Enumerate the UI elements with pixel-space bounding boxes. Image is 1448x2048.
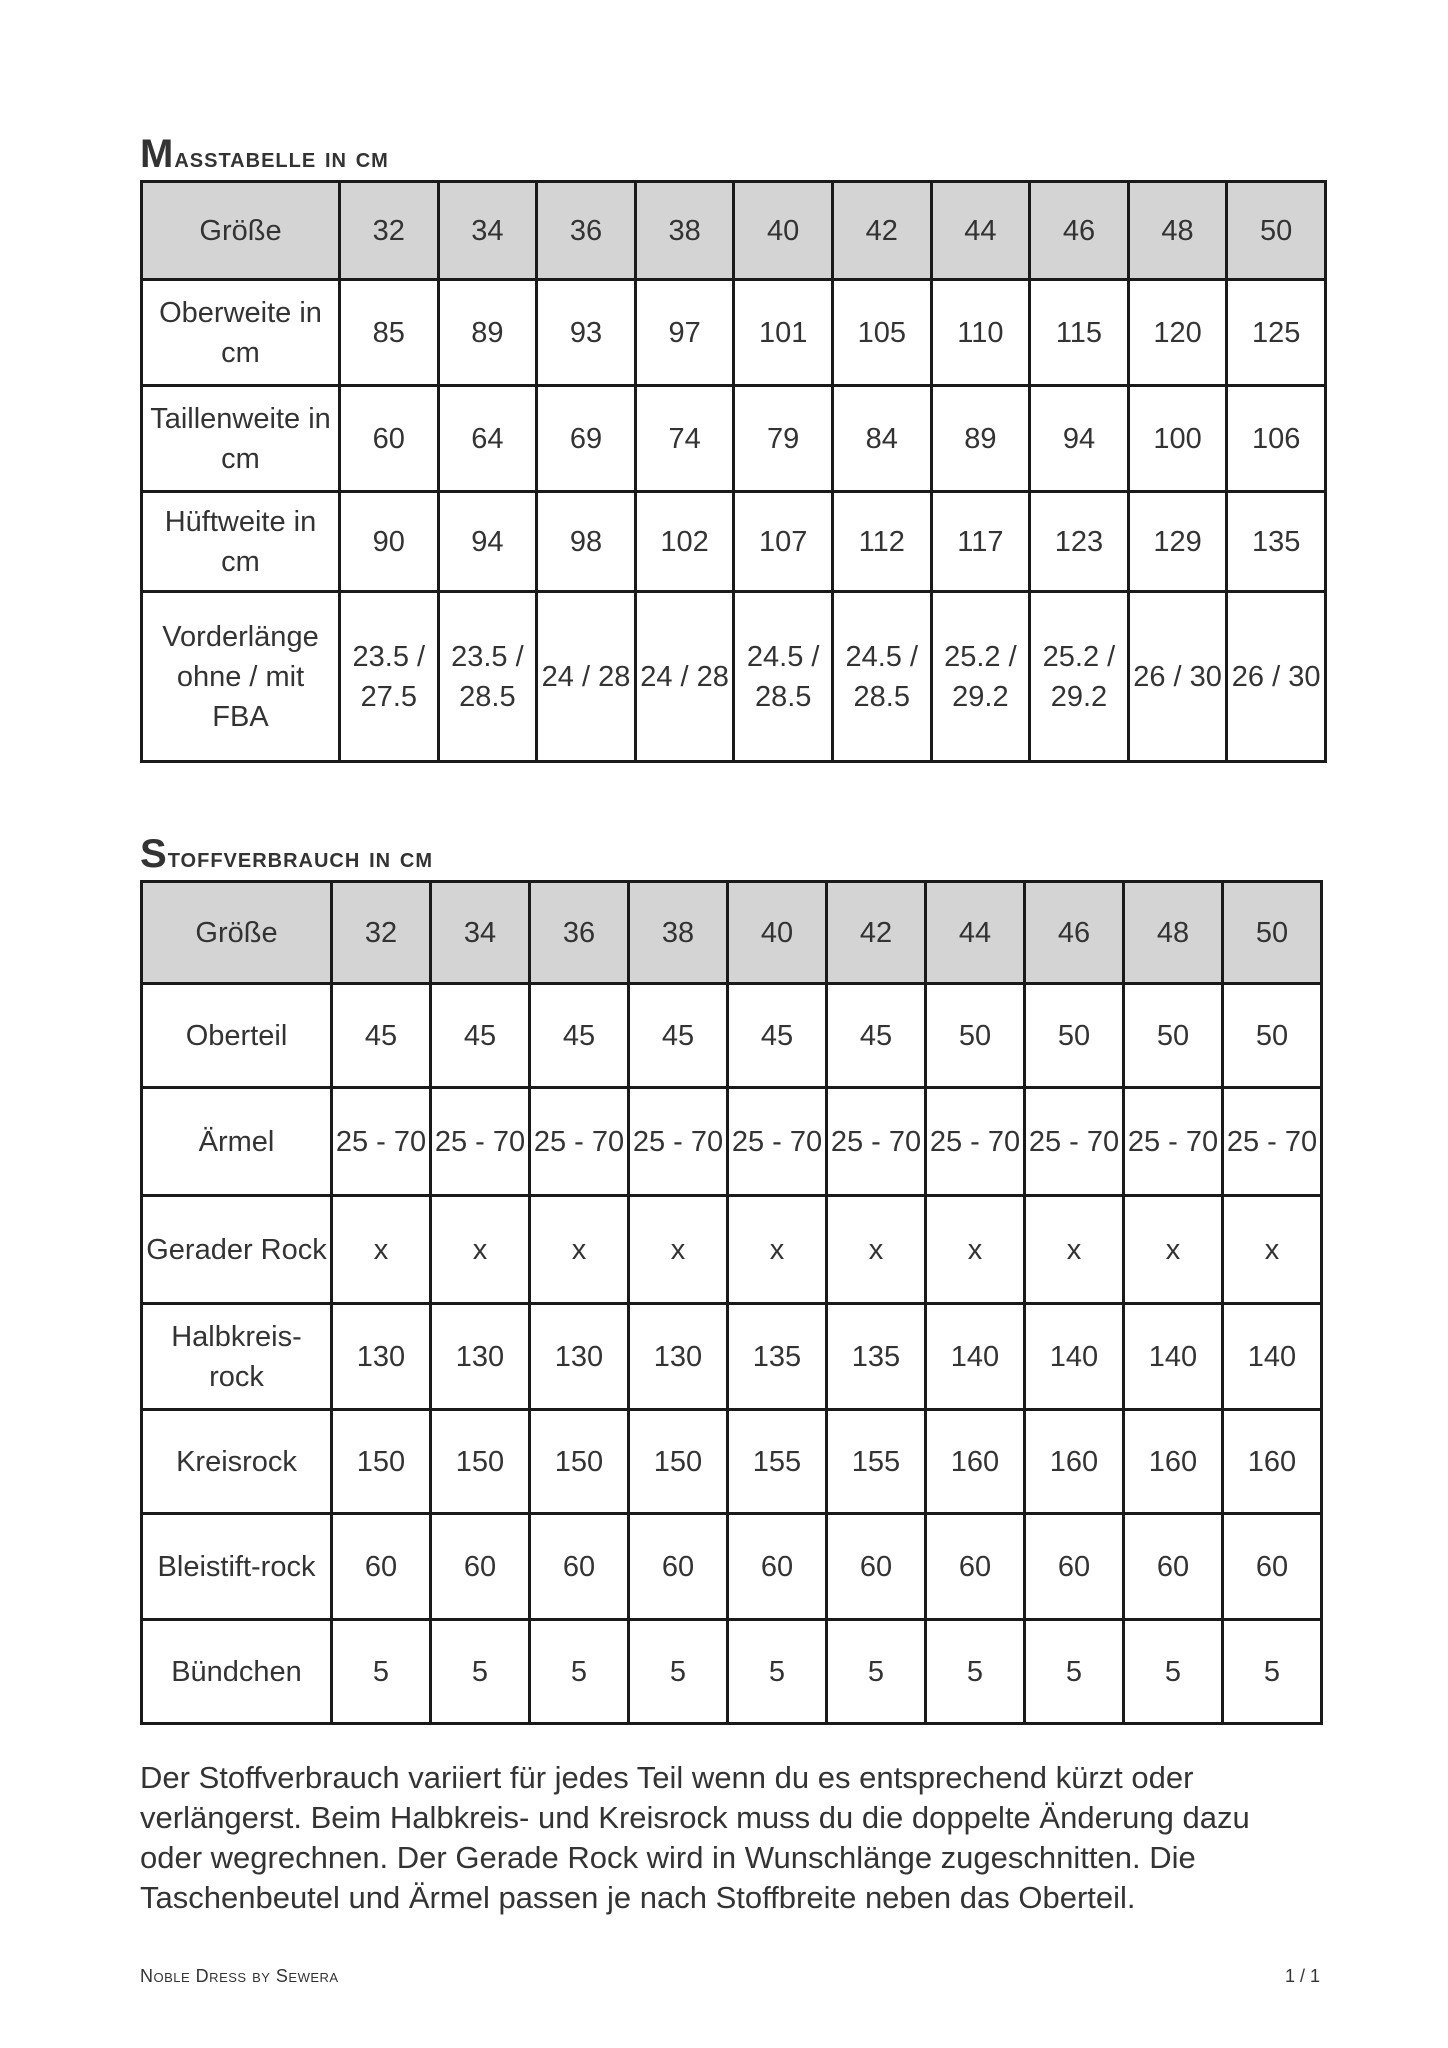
table-cell: 60 — [827, 1514, 926, 1620]
size-header-cell: 48 — [1124, 882, 1223, 984]
table-cell: 45 — [728, 984, 827, 1088]
size-header-cell: 34 — [438, 182, 537, 280]
table-cell: 25 - 70 — [1124, 1088, 1223, 1196]
table-cell: 26 / 30 — [1128, 592, 1227, 762]
table-cell: x — [1025, 1196, 1124, 1304]
table-cell: 69 — [537, 386, 636, 492]
table-cell: 25 - 70 — [431, 1088, 530, 1196]
table-cell: 45 — [629, 984, 728, 1088]
table-cell: 60 — [431, 1514, 530, 1620]
table-cell: 89 — [931, 386, 1030, 492]
size-header-cell: 42 — [832, 182, 931, 280]
row-label-cell: Oberweite in cm — [142, 280, 340, 386]
table-cell: 45 — [431, 984, 530, 1088]
table-cell: 93 — [537, 280, 636, 386]
table-cell: 60 — [926, 1514, 1025, 1620]
size-header-cell: 50 — [1223, 882, 1322, 984]
table-cell: 160 — [1223, 1410, 1322, 1514]
row-label-cell: Gerader Rock — [142, 1196, 332, 1304]
table-cell: 25 - 70 — [1025, 1088, 1124, 1196]
size-header-cell: 38 — [629, 882, 728, 984]
size-header-cell: 50 — [1227, 182, 1326, 280]
size-header-cell: 46 — [1025, 882, 1124, 984]
table-cell: 100 — [1128, 386, 1227, 492]
size-header-cell: 32 — [340, 182, 439, 280]
table-cell: 160 — [926, 1410, 1025, 1514]
table-cell: 25 - 70 — [926, 1088, 1025, 1196]
table-cell: 50 — [926, 984, 1025, 1088]
table-cell: x — [926, 1196, 1025, 1304]
table-cell: 140 — [1025, 1304, 1124, 1410]
size-header-cell: 44 — [926, 882, 1025, 984]
table-cell: x — [530, 1196, 629, 1304]
table-cell: 130 — [629, 1304, 728, 1410]
size-header-cell: 38 — [635, 182, 734, 280]
table-header-row — [142, 182, 1326, 280]
table-cell: 135 — [728, 1304, 827, 1410]
table-cell: 150 — [332, 1410, 431, 1514]
table-cell: 140 — [1223, 1304, 1322, 1410]
table-cell: 150 — [629, 1410, 728, 1514]
row-label-cell: Bündchen — [142, 1620, 332, 1724]
table-cell: 5 — [332, 1620, 431, 1724]
table-cell: 23.5 / 28.5 — [438, 592, 537, 762]
stoffverbrauch-table — [140, 880, 1323, 1725]
table-cell: 90 — [340, 492, 439, 592]
table-cell: 130 — [431, 1304, 530, 1410]
table-cell: 24.5 / 28.5 — [832, 592, 931, 762]
table-cell: 50 — [1223, 984, 1322, 1088]
row-label-cell: Halbkreis-rock — [142, 1304, 332, 1410]
table-cell: 155 — [728, 1410, 827, 1514]
table-cell: x — [629, 1196, 728, 1304]
table-cell: x — [827, 1196, 926, 1304]
fabric-notes-paragraph: Der Stoffverbrauch variiert für jedes Teil wenn du es entsprechend kürzt oder verlängerst. Beim Halbkreis- und Kreisrock muss du die doppelte Änderung dazu oder wegrechnen. Der Gerade Rock wird in Wunschlänge zugeschnitten. Die Taschenbeutel und Ärmel passen je nach Stoffbreite neben das Oberteil. — [140, 1760, 1250, 1915]
table-cell: 94 — [1030, 386, 1129, 492]
size-header-cell: 42 — [827, 882, 926, 984]
table-row — [142, 386, 1326, 492]
table-cell: 5 — [827, 1620, 926, 1724]
table-cell: 50 — [1025, 984, 1124, 1088]
table-cell: 97 — [635, 280, 734, 386]
table-cell: 84 — [832, 386, 931, 492]
table-cell: 25 - 70 — [728, 1088, 827, 1196]
table-row — [142, 1196, 1322, 1304]
table-cell: 106 — [1227, 386, 1326, 492]
table-row — [142, 1514, 1322, 1620]
size-header-cell: 36 — [530, 882, 629, 984]
page-number: 1 / 1 — [1284, 1966, 1320, 1986]
table-cell: 79 — [734, 386, 833, 492]
table-cell: x — [1223, 1196, 1322, 1304]
table-cell: 135 — [1227, 492, 1326, 592]
size-header-cell: 48 — [1128, 182, 1227, 280]
table-cell: 60 — [1223, 1514, 1322, 1620]
table-row — [142, 280, 1326, 386]
table-cell: 5 — [431, 1620, 530, 1724]
table-cell: 5 — [1124, 1620, 1223, 1724]
table-cell: 45 — [827, 984, 926, 1088]
table-row — [142, 984, 1322, 1088]
table-row — [142, 1088, 1322, 1196]
table-cell: 85 — [340, 280, 439, 386]
table-row — [142, 592, 1326, 762]
table-cell: 160 — [1124, 1410, 1223, 1514]
table-cell: 120 — [1128, 280, 1227, 386]
table-cell: 5 — [629, 1620, 728, 1724]
table-cell: 74 — [635, 386, 734, 492]
table-cell: 94 — [438, 492, 537, 592]
table-cell: 160 — [1025, 1410, 1124, 1514]
table-cell: 60 — [530, 1514, 629, 1620]
table-cell: 5 — [728, 1620, 827, 1724]
table-row — [142, 492, 1326, 592]
table-cell: 107 — [734, 492, 833, 592]
table-cell: 60 — [332, 1514, 431, 1620]
masstabelle-table — [140, 180, 1327, 763]
size-header-cell: 40 — [734, 182, 833, 280]
table-cell: 24 / 28 — [537, 592, 636, 762]
table-cell: 102 — [635, 492, 734, 592]
table-cell: 24 / 28 — [635, 592, 734, 762]
table-cell: 5 — [530, 1620, 629, 1724]
table-cell: 140 — [926, 1304, 1025, 1410]
size-header-cell: 32 — [332, 882, 431, 984]
size-header-cell: 46 — [1030, 182, 1129, 280]
table-cell: 5 — [1223, 1620, 1322, 1724]
table-cell: 101 — [734, 280, 833, 386]
table-cell: 60 — [340, 386, 439, 492]
row-label-cell: Oberteil — [142, 984, 332, 1088]
table-cell: 25 - 70 — [827, 1088, 926, 1196]
table-row — [142, 1620, 1322, 1724]
table-cell: 140 — [1124, 1304, 1223, 1410]
table-cell: 129 — [1128, 492, 1227, 592]
row-label-cell: Vorderlänge ohne / mit FBA — [142, 592, 340, 762]
table-cell: 112 — [832, 492, 931, 592]
table-cell: 60 — [1124, 1514, 1223, 1620]
table-cell: x — [728, 1196, 827, 1304]
table-cell: 45 — [530, 984, 629, 1088]
table-cell: 45 — [332, 984, 431, 1088]
row-label-cell: Kreisrock — [142, 1410, 332, 1514]
table-cell: 117 — [931, 492, 1030, 592]
table-cell: 5 — [926, 1620, 1025, 1724]
size-header-cell: 36 — [537, 182, 636, 280]
table-cell: 5 — [1025, 1620, 1124, 1724]
table-cell: 135 — [827, 1304, 926, 1410]
table-cell: 23.5 / 27.5 — [340, 592, 439, 762]
table-cell: 150 — [530, 1410, 629, 1514]
table-cell: x — [1124, 1196, 1223, 1304]
table-cell: 60 — [1025, 1514, 1124, 1620]
table-cell: 25 - 70 — [332, 1088, 431, 1196]
table-cell: 25 - 70 — [530, 1088, 629, 1196]
size-header-cell: 44 — [931, 182, 1030, 280]
table-cell: 115 — [1030, 280, 1129, 386]
table-cell: x — [332, 1196, 431, 1304]
table-cell: 89 — [438, 280, 537, 386]
table-cell: 150 — [431, 1410, 530, 1514]
size-label-cell: Größe — [142, 182, 340, 280]
table-cell: 25.2 / 29.2 — [931, 592, 1030, 762]
table-cell: 155 — [827, 1410, 926, 1514]
table-cell: x — [431, 1196, 530, 1304]
table-cell: 26 / 30 — [1227, 592, 1326, 762]
table-cell: 130 — [332, 1304, 431, 1410]
table-cell: 60 — [629, 1514, 728, 1620]
table-cell: 60 — [728, 1514, 827, 1620]
size-label-cell: Größe — [142, 882, 332, 984]
table-cell: 25 - 70 — [629, 1088, 728, 1196]
table-row — [142, 1304, 1322, 1410]
masstabelle-title: Masstabelle in cm — [140, 132, 389, 176]
table-cell: 24.5 / 28.5 — [734, 592, 833, 762]
row-label-cell: Bleistift-rock — [142, 1514, 332, 1620]
stoffverbrauch-title: Stoffverbrauch in cm — [140, 832, 433, 876]
table-cell: 25 - 70 — [1223, 1088, 1322, 1196]
table-cell: 98 — [537, 492, 636, 592]
row-label-cell: Hüftweite in cm — [142, 492, 340, 592]
size-header-cell: 40 — [728, 882, 827, 984]
table-cell: 25.2 / 29.2 — [1030, 592, 1129, 762]
table-header-row — [142, 882, 1322, 984]
size-header-cell: 34 — [431, 882, 530, 984]
table-cell: 123 — [1030, 492, 1129, 592]
footer-brand: Noble Dress by Sewera — [140, 1966, 339, 1986]
table-cell: 130 — [530, 1304, 629, 1410]
table-cell: 105 — [832, 280, 931, 386]
row-label-cell: Taillenweite in cm — [142, 386, 340, 492]
table-cell: 125 — [1227, 280, 1326, 386]
row-label-cell: Ärmel — [142, 1088, 332, 1196]
table-cell: 50 — [1124, 984, 1223, 1088]
table-cell: 64 — [438, 386, 537, 492]
table-cell: 110 — [931, 280, 1030, 386]
table-row — [142, 1410, 1322, 1514]
